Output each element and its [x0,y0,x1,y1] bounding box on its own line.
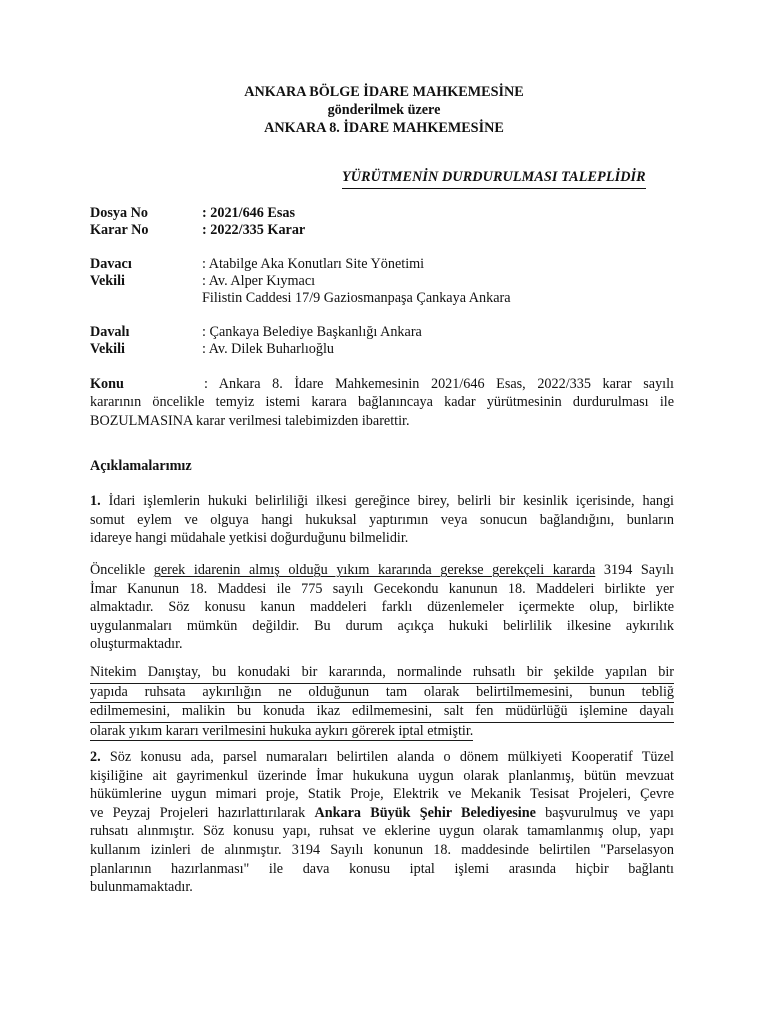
paragraph-4: 2. Söz konusu ada, parsel numaraları belirtilen alanda o dönem mülkiyeti Kooperatif Tüzel kişiliğine ait gayrimenkul üzerinde İmar hukukuna uygun olarak planlanmış, bütün mevzuat hükümlerine uygun mimari proje, Statik Proje, Elektrik ve Mekanik Tesisat Projeleri, Çevre ve Peyzaj Projeleri hazırlattırılarak Ankara Büyük Şehir Belediyesine başvurulmuş ve yapı ruhsatı alınmıştır. Söz konusu yapı, ruhsat ve eklerine uygun olarak tamamlanmış olup, yapı kullanım izinleri de alınmıştır. 3194 Sayılı konunun 18. maddesinde belirtilen "Parselasyon planlarının hazırlanması" ile dava konusu iptal işlemi arasında hiçbir bağlantı bulunmamaktadır. [90,749,674,896]
karar-label: Karar No [90,222,149,238]
defendant-lawyer-label: Vekili [90,341,125,357]
court-second-title: ANKARA 8. İDARE MAHKEMESİNE [264,120,504,136]
request-title: YÜRÜTMENİN DURDURULMASI TALEPLİDİR [342,168,646,189]
explanations-heading: Açıklamalarımız [90,458,192,474]
paragraph-1: 1. İdari işlemlerin hukuki belirliliği ilkesi gereğince birey, belirli bir kesinlik içerisinde, hangi somut eylem ve olguya hangi hukuksal yaptırımın veya sonucun bağlandığını, bunların idareye hangi müdahale yetkisi doğurduğunu bilmelidir. [90,493,674,547]
plaintiff-lawyer-label: Vekili [90,273,125,289]
plaintiff-value: : Atabilge Aka Konutları Site Yönetimi [202,256,425,272]
court-subtitle: gönderilmek üzere [327,102,441,118]
underlined-phrase: gerek idarenin almış olduğu yıkım kararında gerekse gerekçeli kararda [153,562,596,578]
defendant-value: : Çankaya Belediye Başkanlığı Ankara [202,324,422,340]
plaintiff-lawyer-value: : Av. Alper Kıymacı [202,273,316,289]
dosya-label: Dosya No [90,205,148,221]
dosya-value: : 2021/646 Esas [202,205,296,221]
karar-value: : 2022/335 Karar [202,222,306,238]
subject-text: kararının öncelikle temyiz istemi karara bağlanıncaya kadar yürütmesinin durdurulması ile BOZULMASINA karar verilmesi talebimizden ibarettir. [90,394,674,429]
court-title: ANKARA BÖLGE İDARE MAHKEMESİNE [244,84,524,100]
plaintiff-address: Filistin Caddesi 17/9 Gaziosmanpaşa Çankaya Ankara [202,290,511,306]
defendant-lawyer-value: : Av. Dilek Buharlıoğlu [202,341,335,357]
paragraph-2-number: 2. [90,749,101,765]
paragraph-3: Nitekim Danıştay, bu konudaki bir kararında, normalinde ruhsatlı bir şekilde yapılan bir yapıda ruhsata aykırılığın ne olduğunun tam olarak belirtilmemesini, bunun tebliğ edilmemesini, malikin bu konuda ikaz edilmemesini, salt fen müdürlüğü işlemine dayalı olarak yıkım kararı verilmesini hukuka aykırı görerek iptal etmiştir. [90,664,674,739]
plaintiff-label: Davacı [90,256,132,272]
defendant-label: Davalı [90,324,130,340]
subject-line-1: : Ankara 8. İdare Mahkemesinin 2021/646 Esas, 2022/335 karar sayılı [204,376,674,392]
municipality-name: Ankara Büyük Şehir Belediyesine [314,804,536,821]
subject-label: Konu [90,376,124,392]
paragraph-2: Öncelikle gerek idarenin almış olduğu yıkım kararında gerekse gerekçeli kararda 3194 Sayılı İmar Kanunun 18. Maddesi ile 775 sayılı Gecekondu kanunun 18. Maddeleri birlikte yer almaktadır. Söz konusu kanun maddeleri farklı düzenlemeler içermekte olup, birlikte uygulanmaları mümkün değildir. Bu durum açıkça hukuki belirlilik ilkesine aykırılık oluşturmaktadır. [90,562,674,653]
paragraph-1-number: 1. [90,493,101,509]
